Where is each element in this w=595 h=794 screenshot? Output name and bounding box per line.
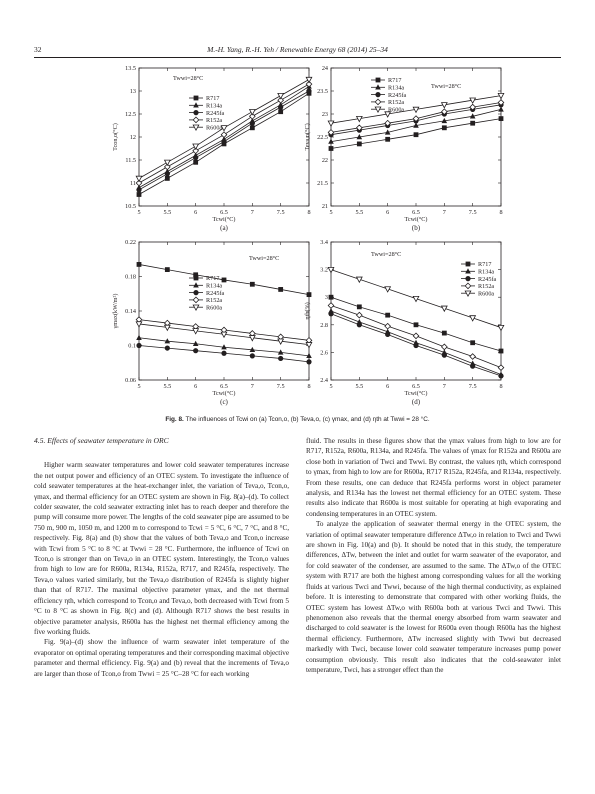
series-r600a [136,322,312,348]
data-point [329,295,334,300]
legend-marker [194,276,199,281]
legend-marker [376,78,381,83]
data-point [442,353,447,358]
y-tick-label: 0.18 [125,273,136,281]
plot-frame [139,242,309,380]
x-tick-label: 8 [499,209,503,216]
y-tick-label: 0.14 [125,308,136,315]
paragraph: fluid. The results in these figures show that the γmax values from high to low are for R717, R152a, R600a, R134a, and R245fa. The values of γmax for R152a and R600a are close both in variation of Twci and Twwi. By contrast, the values ηth, which correspond to γmax, from high to low are for R600a, R717 R152a, R245fa, and R134a, respectively. From these results, one can deduce that R245fa performs worst in object parameter analysis, and R134a has the lowest net thermal efficiency for an OTEC system. These results also indicate that R600a is most suitable for operating at high evaporating and condensing temperatures in an OTEC system. [306,437,561,518]
legend-label: R245fa [478,275,497,283]
y-tick-label: 11 [130,180,136,187]
y-tick-label: 23.5 [317,88,328,95]
data-point [498,325,504,330]
x-tick-label: 7 [250,383,254,390]
x-tick-label: 7 [442,383,446,390]
y-tick-label: 2.4 [320,377,328,384]
right-column [306,436,561,675]
y-tick-label: 2.8 [320,321,328,329]
chart-panel-d [296,238,506,421]
panel-label: (d) [411,398,421,406]
x-axis-label: Tcwi(°C) [404,390,428,397]
y-tick-label: 3 [324,294,328,302]
series-r134a [328,308,504,377]
series-r152a [328,303,504,371]
legend-label: R152a [388,99,405,107]
data-point [165,267,170,272]
temperature-annotation: Twwi=28°C [371,251,402,258]
data-point [385,313,390,318]
legend-label: R245fa [388,91,407,99]
legend-label: R717 [206,95,220,103]
legend-marker [193,297,199,303]
legend-marker [193,282,199,287]
series-r152a [136,81,312,186]
legend-label: R134a [478,268,495,276]
legend-label: R600a [388,106,405,114]
y-tick-label: 2.6 [320,349,328,357]
data-point [498,373,503,378]
data-point [385,137,390,142]
data-point [329,146,334,151]
chart-panel-b [296,64,506,247]
x-axis-label: Tcwi(°C) [212,390,236,397]
data-point [278,356,283,361]
data-point [136,343,141,348]
y-axis-label: ηth(%) [304,302,311,320]
x-tick-label: 7.5 [468,383,477,390]
section-heading: 4.5. Effects of seawater temperature in ORC [34,436,169,445]
x-tick-label: 7.5 [276,383,285,390]
data-point [250,125,255,130]
y-tick-label: 12.5 [125,111,136,118]
data-point [137,262,142,267]
data-point [414,132,419,137]
series-r152a [328,100,504,136]
x-tick-label: 6.5 [412,383,420,390]
temperature-annotation: Twwi=28°C [431,83,462,90]
y-axis-label: Teva,o(°C) [304,123,311,151]
legend-marker [465,276,470,281]
chart-svg [104,64,314,242]
y-axis-label: γmax(kW/m²) [112,293,119,329]
legend-label: R245fa [206,109,225,117]
data-point [278,287,283,292]
x-tick-label: 5.5 [163,209,172,216]
temperature-annotation: Twwi=28°C [173,75,204,82]
chart-svg [104,238,314,416]
data-point [250,110,256,115]
legend-marker [375,99,381,105]
x-tick-label: 5.5 [355,383,364,390]
data-point [221,351,226,356]
running-title: M.-H. Yang, R.-H. Yeh / Renewable Energy 68 (2014) 25–34 [207,45,388,54]
panel-label: (b) [411,224,421,232]
paragraph: To analyze the application of seawater thermal energy in the OTEC system, the variation of optimal seawater temperature difference ΔTw,o in relation to Twci and Twwi are shown in Fig. 10(a) and (b). It should be noted that in this study, the temperature differences, ΔTw, between the inlet and outlet for warm seawater of the evaporator, and for cold seawater of the condenser, are assumed to the same. The ΔTw,o of the OTEC system with R717 are both the highest among corresponding values for all the working fluids at various Twci and Twwi, because of the high thermal conductivity, as explained before. It is interesting to demonstrate that compared with other working fluids, the OTEC system has lowest ΔTw,o with R600a both at various Twci and Twwi. This phenomenon also reveals that the thermal energy absorbed from warm seawater and discharged to cold seawater is the lowest for R600a even though R600a has the highest thermal efficiency. Furthermore, ΔTw increased slightly with Twwi but decreased markedly with Twci, because lower cold seawater temperature increases pump power consumption obviously. This result also indicates that the cold-seawater inlet temperature, Twci, has a stronger effect than the [306,520,561,674]
data-point [250,282,255,287]
plot-frame [331,242,501,380]
x-tick-label: 6.5 [220,383,228,390]
legend-marker [193,110,198,115]
page-number: 32 [34,45,42,54]
x-axis-label: Tcwi(°C) [212,216,236,223]
data-point [442,344,448,350]
series-r600a [136,77,312,181]
x-tick-label: 8 [499,383,503,390]
data-point [414,322,419,327]
y-tick-label: 13 [129,88,136,95]
y-tick-label: 0.06 [125,377,136,384]
data-point [136,176,142,181]
legend-marker [194,96,199,101]
x-tick-label: 6.5 [412,209,420,216]
legend-label: R152a [478,283,495,291]
series-r245fa [136,88,311,192]
data-point [357,312,363,318]
legend-marker [466,262,471,267]
data-point [470,121,475,126]
data-point [442,125,447,130]
y-tick-label: 11.5 [125,157,136,164]
legend-label: R152a [206,297,223,305]
temperature-annotation: Twwi=28°C [249,255,280,262]
data-point [250,121,255,126]
data-point [278,105,283,110]
data-point [385,332,390,337]
data-point [278,93,284,98]
legend [189,95,224,131]
data-point [137,192,142,197]
x-tick-label: 5 [329,209,333,216]
x-tick-label: 6 [194,209,198,216]
y-tick-label: 0.1 [128,342,136,350]
data-point [328,121,334,126]
panel-label: (a) [220,224,228,232]
y-tick-label: 10.5 [125,203,136,210]
data-point [328,311,333,316]
data-point [357,304,362,309]
data-point [357,142,362,147]
legend-label: R134a [206,282,223,290]
legend [189,275,224,311]
legend-label: R134a [206,102,223,110]
data-point [193,348,198,353]
legend-label: R717 [478,261,492,269]
header-rule [34,57,561,58]
chart-panel-c [104,238,314,421]
data-point [193,155,198,160]
data-point [357,322,362,327]
y-tick-label: 3.4 [320,239,328,246]
data-point [193,144,199,149]
y-tick-label: 22.5 [317,134,328,141]
x-tick-label: 5.5 [355,209,364,216]
panel-label: (c) [220,398,228,406]
legend-marker [375,92,380,97]
x-tick-label: 8 [307,209,311,216]
data-point [499,349,504,354]
data-point [250,353,255,358]
y-tick-label: 21.5 [317,180,328,187]
data-point [221,139,226,144]
legend-label: R152a [206,117,223,125]
data-point [222,278,227,283]
data-point [165,176,170,181]
x-tick-label: 6.5 [220,209,228,216]
x-tick-label: 7.5 [468,209,477,216]
data-point [470,340,475,345]
caption-text: The influences of Tcwi on (a) Tcon,o, (b) Teva,o, (c) γmax, and (d) ηth at Twwi = 28 °C. [185,416,430,423]
legend-label: R600a [206,124,223,132]
x-tick-label: 7 [250,209,254,216]
x-tick-label: 5 [137,209,141,216]
data-point [328,303,334,309]
chart-svg [296,64,506,242]
x-tick-label: 7.5 [276,209,285,216]
data-point [136,187,141,192]
y-tick-label: 21 [321,203,328,210]
legend-marker [465,268,471,273]
data-point [442,331,447,336]
data-point [499,116,504,121]
data-point [470,364,475,369]
legend-label: R600a [206,304,223,312]
legend-marker [465,283,471,289]
legend-label: R134a [388,84,405,92]
data-point [413,333,419,339]
y-tick-label: 24 [321,65,328,72]
figure-caption [0,416,595,423]
legend-label: R600a [478,290,495,298]
page-header [0,0,595,60]
legend-marker [193,305,199,310]
x-tick-label: 6 [386,383,390,390]
series-r245fa [328,311,503,378]
y-axis-label: Tcon,o(°C) [112,123,119,151]
paragraph: Fig. 9(a)–(d) show the influence of warm seawater inlet temperature of the evaporator on optimal operating temperatures and their corresponding maximal objective parameter and thermal efficiency. Fig. 9(a) and (b) reveal that the increments of Teva,o are larger than those of Tcon,o from Twwi = 25 °C–28 °C for each working [34,638,289,678]
x-tick-label: 7 [442,209,446,216]
data-point [498,365,504,371]
legend-label: R245fa [206,289,225,297]
data-point [470,354,476,360]
paragraph: Higher warm seawater temperatures and lower cold seawater temperatures increase the net output power and efficiency of an OTEC system. To investigate the influence of cold seawater temperatures at the heat-exchanger inlet, the variation of Teva,o, Tcon,o, γmax, and thermal efficiency for an OTEC system are shown in Fig. 8(a)–(d). To collect colder seawater, the cold seawater extracting inlet has to reach deeper and therefore the pump will consume more power. The lengths of the cold seawater pipe are assumed to be 750 m, 900 m, 1050 m, and 1200 m to correspond to Tcwi = 5 °C, 6 °C, 7 °C, and 8 °C, respectively. Fig. 8(a) and (b) show that the values of both Teva,o and Tcon,o increase with Tcwi from 5 °C to 8 °C at Twwi = 28 °C. Furthermore, the influence of Tcwi on Tcon,o is stronger than on Teva,o in an OTEC system. Interestingly, the Tcon,o values from high to low are for R600a, R134a, R152a, R717, and R245fa, respectively. The Teva,o values varied similarly, but the Teva,o distribution of R245fa is slightly higher than that of R717. The maximal objective parameter γmax, and the net thermal efficiency ηth, which correspond to Tcon,o and Teva,o, both decreased with Tcwi from 5 °C to 8 °C as shown in Fig. 8(c) and (d). Although R717 shows the best results in objective parameter analysis, R600a has the highest net thermal efficiency among the five working fluids. [34,461,289,636]
y-tick-label: 3.2 [320,266,328,274]
legend [461,261,496,297]
data-point [136,335,142,340]
chart-panel-a [104,64,314,247]
chart-svg [296,238,506,416]
data-point [221,132,227,138]
x-axis-label: Tcwi(°C) [404,216,428,223]
x-tick-label: 5 [329,383,333,390]
data-point [278,109,283,114]
x-tick-label: 5 [137,383,141,390]
x-tick-label: 6 [194,383,198,390]
y-tick-label: 13.5 [125,65,136,72]
y-tick-label: 23 [321,111,328,118]
y-tick-label: 0.22 [125,239,136,246]
y-tick-label: 22 [321,157,328,164]
data-point [193,160,198,165]
x-tick-label: 8 [307,383,311,390]
data-point [165,345,170,350]
series-r152a [136,317,312,343]
x-tick-label: 6 [386,209,390,216]
data-point [165,171,170,176]
x-tick-label: 5.5 [163,383,172,390]
legend-label: R717 [206,275,220,283]
data-point [385,323,391,329]
legend-marker [193,117,199,123]
caption-label: Fig. 8. [165,416,184,423]
data-point [413,343,418,348]
legend [371,77,406,113]
legend-marker [465,291,471,296]
data-point [165,160,171,165]
left-column [34,436,289,679]
legend-marker [193,290,198,295]
y-tick-label: 12 [129,134,136,141]
legend-label: R717 [388,77,402,85]
